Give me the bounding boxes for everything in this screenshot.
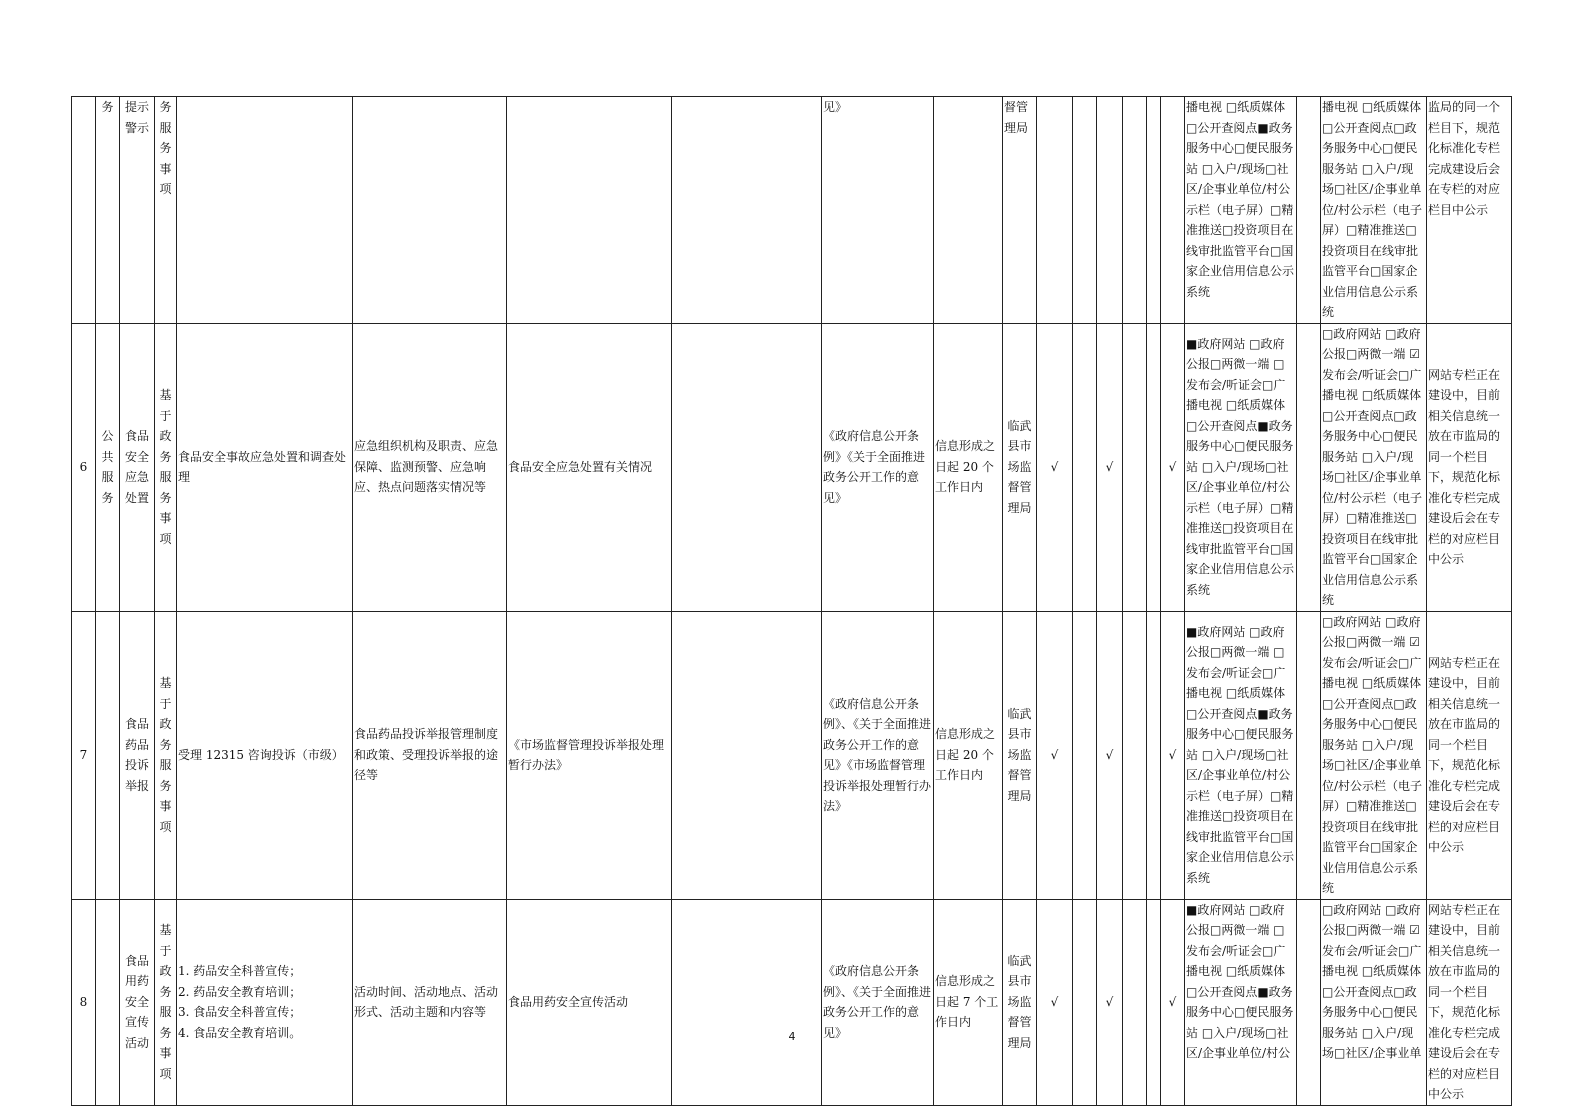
- disclosure-basis: 食品安全应急处置有关情况: [507, 323, 672, 611]
- disclosure-content: 食品安全事故应急处置和调查处理: [177, 323, 353, 611]
- empty-cell: [1297, 323, 1321, 611]
- check-cell: [1073, 899, 1097, 1105]
- empty-cell: [672, 97, 822, 324]
- legal-basis: 《政府信息公开条例》《关于全面推进政务公开工作的意见》: [822, 323, 934, 611]
- check-cell: [1037, 97, 1073, 324]
- content-line: 1. 药品安全科普宣传；: [178, 964, 302, 978]
- check-cell: [1097, 97, 1123, 324]
- check-mark: √: [1037, 323, 1073, 611]
- disclosure-elements: [353, 97, 507, 324]
- check-cell: [1147, 97, 1161, 324]
- disclosure-channel-a: ■政府网站 □政府公报□两微一端 □发布会/听证会□广播电视 □纸质媒体□公开查阅点■政务服务中心□便民服务站 □入户/现场□社区/企事业单位/村公: [1185, 899, 1297, 1105]
- remark: 监局的同一个栏目下，规范化标准化专栏完成建设后会在专栏的对应栏目中公示: [1427, 97, 1512, 324]
- legal-basis: 见》: [822, 97, 934, 324]
- check-cell: [1123, 611, 1147, 899]
- row-number: 6: [72, 323, 96, 611]
- check-mark: √: [1097, 611, 1123, 899]
- disclosure-time: 信息形成之日起 20 个工作日内: [934, 611, 1003, 899]
- row-number: 8: [72, 899, 96, 1105]
- empty-cell: [672, 611, 822, 899]
- remark: 网站专栏正在建设中，目前相关信息统一放在市监局的同一个栏目下，规范化标准化专栏完成建设后会在专栏的对应栏目中公示: [1427, 323, 1512, 611]
- category-level1: 公共服务: [96, 323, 120, 611]
- category-level1: [96, 611, 120, 899]
- content-line: 4. 食品安全教育培训。: [178, 1025, 302, 1040]
- check-mark: √: [1037, 899, 1073, 1105]
- disclosure-channel-a: 播电视 □纸质媒体□公开查阅点■政务服务中心□便民服务站 □入户/现场□社区/企事业单位/村公示栏（电子屏）□精准推送□投资项目在线审批监管平台□国家企业信用信息公示系统: [1185, 97, 1297, 324]
- disclosure-channel-b: □政府网站 □政府公报□两微一端 ☑发布会/听证会□广播电视 □纸质媒体□公开查阅点□政务服务中心□便民服务站 □入户/现场□社区/企事业单: [1321, 899, 1427, 1105]
- disclosure-elements: 活动时间、活动地点、活动形式、活动主题和内容等: [353, 899, 507, 1105]
- category-level1: [96, 899, 120, 1105]
- legal-basis: 《政府信息公开条例》、《关于全面推进政务公开工作的意见》: [822, 899, 934, 1105]
- check-mark: √: [1161, 611, 1185, 899]
- check-cell: [1161, 97, 1185, 324]
- disclosure-content: [177, 899, 353, 1105]
- check-mark: √: [1037, 611, 1073, 899]
- category-level2: 食品用药安全宣传活动: [120, 899, 155, 1105]
- disclosure-channel-b: □政府网站 □政府公报□两微一端 ☑发布会/听证会□广播电视 □纸质媒体□公开查阅点□政务服务中心□便民服务站 □入户/现场□社区/企事业单位/村公示栏（电子屏）□精准推送□投资项目在线审批监管平台□国家企业信用信息公示系统: [1321, 323, 1427, 611]
- disclosure-table: [71, 96, 1512, 1106]
- disclosure-basis: 《市场监督管理投诉举报处理暂行办法》: [507, 611, 672, 899]
- content-line: 2. 药品安全教育培训；: [178, 984, 302, 999]
- check-cell: [1123, 899, 1147, 1105]
- disclosure-channel-a: ■政府网站 □政府公报□两微一端 □发布会/听证会□广播电视 □纸质媒体□公开查阅点■政务服务中心□便民服务站 □入户/现场□社区/企事业单位/村公示栏（电子屏）□精准推送□投资项目在线审批监管平台□国家企业信用信息公示系统: [1185, 323, 1297, 611]
- empty-cell: [1297, 97, 1321, 324]
- content-line: 3. 食品安全科普宣传；: [178, 1005, 302, 1019]
- disclosure-elements: 食品药品投诉举报管理制度和政策、受理投诉举报的途径等: [353, 611, 507, 899]
- disclosure-time: 信息形成之日起 20 个工作日内: [934, 323, 1003, 611]
- page-number: 4: [788, 1030, 796, 1043]
- check-cell: [1147, 323, 1161, 611]
- category-level2: 食品药品投诉举报: [120, 611, 155, 899]
- disclosure-subject: 督管理局: [1003, 97, 1037, 324]
- table-row: [72, 97, 1512, 324]
- check-cell: [1147, 611, 1161, 899]
- table-row: [72, 323, 1512, 611]
- remark: 网站专栏正在建设中，目前相关信息统一放在市监局的同一个栏目下，规范化标准化专栏完成建设后会在专栏的对应栏目中公示: [1427, 899, 1512, 1105]
- table-row: [72, 899, 1512, 1105]
- disclosure-channel-a: ■政府网站 □政府公报□两微一端 □发布会/听证会□广播电视 □纸质媒体□公开查阅点■政务服务中心□便民服务站 □入户/现场□社区/企事业单位/村公示栏（电子屏）□精准推送□投资项目在线审批监管平台□国家企业信用信息公示系统: [1185, 611, 1297, 899]
- check-cell: [1123, 97, 1147, 324]
- category-level3: 基于政务服务事项: [155, 323, 177, 611]
- disclosure-subject: 临武县市场监督管理局: [1003, 899, 1037, 1105]
- empty-cell: [672, 323, 822, 611]
- check-mark: √: [1161, 323, 1185, 611]
- disclosure-elements: 应急组织机构及职责、应急保障、监测预警、应急响应、热点问题落实情况等: [353, 323, 507, 611]
- disclosure-channel-b: 播电视 □纸质媒体□公开查阅点□政务服务中心□便民服务站 □入户/现场□社区/企事业单位/村公示栏（电子屏）□精准推送□投资项目在线审批监管平台□国家企业信用信息公示系统: [1321, 97, 1427, 324]
- check-mark: √: [1161, 899, 1185, 1105]
- disclosure-basis: 食品用药安全宣传活动: [507, 899, 672, 1105]
- legal-basis: 《政府信息公开条例》、《关于全面推进政务公开工作的意见》《市场监督管理投诉举报处理暂行办法》: [822, 611, 934, 899]
- category-level1: 务: [96, 97, 120, 324]
- row-number: [72, 97, 96, 324]
- disclosure-content: 受理 12315 咨询投诉（市级）: [177, 611, 353, 899]
- check-cell: [1123, 323, 1147, 611]
- disclosure-subject: 临武县市场监督管理局: [1003, 611, 1037, 899]
- category-level3: 基于政务服务事项: [155, 611, 177, 899]
- check-mark: √: [1097, 899, 1123, 1105]
- check-cell: [1147, 899, 1161, 1105]
- category-level3: 基于政务服务事项: [155, 899, 177, 1105]
- disclosure-content: [177, 97, 353, 324]
- check-cell: [1073, 323, 1097, 611]
- disclosure-time: [934, 97, 1003, 324]
- check-cell: [1073, 611, 1097, 899]
- disclosure-time: 信息形成之日起 7 个工作日内: [934, 899, 1003, 1105]
- disclosure-basis: [507, 97, 672, 324]
- category-level3: 务服务事项: [155, 97, 177, 324]
- empty-cell: [672, 899, 822, 1105]
- category-level2: 提示警示: [120, 97, 155, 324]
- remark: 网站专栏正在建设中，目前相关信息统一放在市监局的同一个栏目下，规范化标准化专栏完成建设后会在专栏的对应栏目中公示: [1427, 611, 1512, 899]
- empty-cell: [1297, 611, 1321, 899]
- row-number: 7: [72, 611, 96, 899]
- disclosure-subject: 临武县市场监督管理局: [1003, 323, 1037, 611]
- check-cell: [1073, 97, 1097, 324]
- category-level2: 食品安全应急处置: [120, 323, 155, 611]
- table-row: [72, 611, 1512, 899]
- empty-cell: [1297, 899, 1321, 1105]
- check-mark: √: [1097, 323, 1123, 611]
- disclosure-channel-b: □政府网站 □政府公报□两微一端 ☑发布会/听证会□广播电视 □纸质媒体□公开查阅点□政务服务中心□便民服务站 □入户/现场□社区/企事业单位/村公示栏（电子屏）□精准推送□投资项目在线审批监管平台□国家企业信用信息公示系统: [1321, 611, 1427, 899]
